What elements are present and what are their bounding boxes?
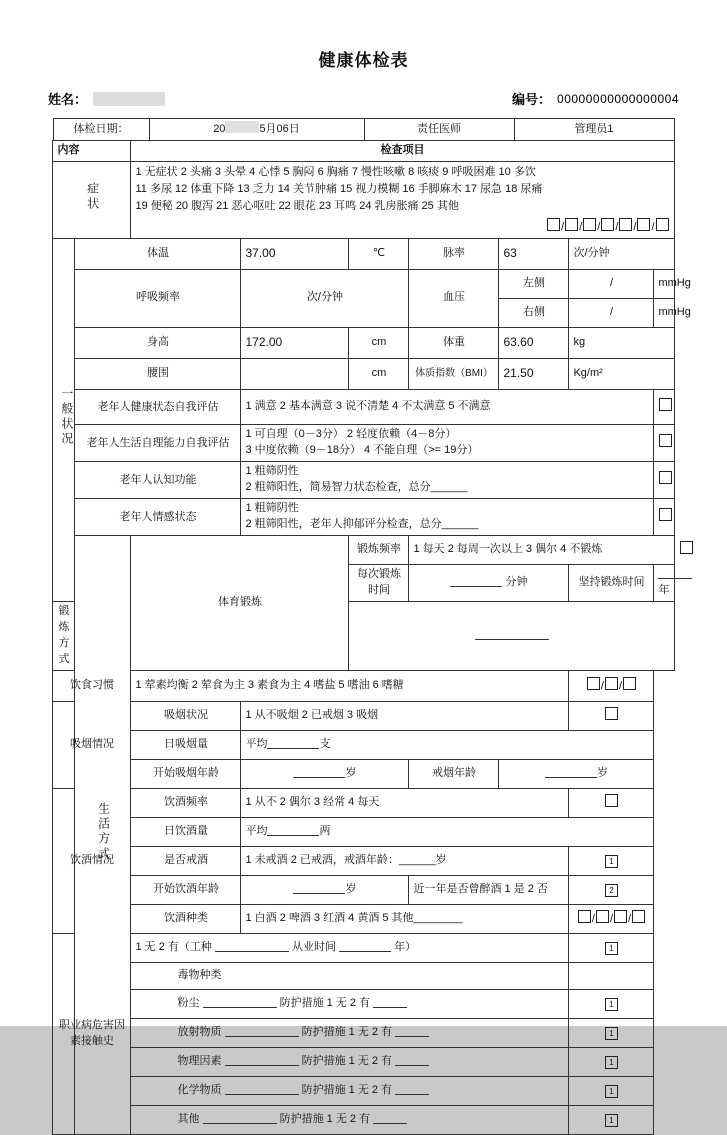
blood-pressure-label: 血压 [409, 269, 499, 327]
drinking-freq-checkbox-cell[interactable] [569, 788, 654, 817]
smoking-daily-row [53, 730, 674, 759]
name-value-redacted [93, 92, 165, 106]
smoking-daily-prefix: 平均 [245, 737, 268, 750]
occupational-main-row [53, 933, 674, 962]
drinking-kind-checkbox[interactable] [578, 910, 591, 923]
drinking-freq-row [53, 788, 674, 817]
poison-protection-input[interactable] [395, 1054, 429, 1066]
occupational-line1-a: 1 无 2 有（工种 [135, 940, 212, 953]
occupational-label [53, 933, 131, 1134]
symptom-checkbox[interactable] [565, 218, 578, 231]
poison-kind-label [131, 962, 569, 989]
smoking-daily-input[interactable] [267, 737, 319, 749]
exercise-duration-label: 每次锻炼时间 [349, 564, 409, 601]
drinking-quit-row [53, 846, 674, 875]
emotion-row [53, 498, 674, 535]
drinking-start-row [53, 875, 674, 904]
cognition-options [241, 461, 654, 498]
pulse-unit: 次/分钟 [569, 238, 674, 269]
exam-date-suffix: 5月06日 [259, 123, 300, 135]
poison-row-radiation [53, 1018, 674, 1047]
bmi-unit: Kg/m² [569, 358, 674, 389]
general-status-label [53, 238, 75, 601]
section-header-row [53, 140, 674, 161]
symptom-checkbox[interactable] [656, 218, 669, 231]
breath-rate-unit: 次/分钟 [241, 269, 409, 327]
exercise-persist-input[interactable] [658, 567, 692, 579]
top-info-table [53, 118, 675, 141]
drinking-quit-label: 是否戒酒 [131, 846, 241, 875]
emotion-label [75, 498, 241, 535]
exercise-persist-unit: 年 [658, 583, 670, 596]
weight-value[interactable]: 63.60 [499, 327, 569, 358]
bmi-value[interactable]: 21.50 [499, 358, 569, 389]
drinking-kind-row [53, 904, 674, 933]
weight-unit: kg [569, 327, 674, 358]
exercise-duration-unit: 分钟 [505, 575, 528, 588]
symptoms-line-3: 19 便秘 20 腹泻 21 恶心呕吐 22 眼花 23 耳鸣 24 乳房胀痛 25 其他 [135, 199, 459, 212]
weight-label: 体重 [409, 327, 499, 358]
drinking-kind-checkbox[interactable] [614, 910, 627, 923]
exercise-way-label: 锻炼方式 [53, 601, 75, 670]
diet-checkbox-group[interactable]: / / [569, 670, 654, 701]
diet-checkbox[interactable] [587, 677, 600, 690]
symptom-checkbox[interactable] [547, 218, 560, 231]
exercise-duration-value[interactable] [409, 564, 569, 601]
self-assess-options: 1 满意 2 基本满意 3 说不清楚 4 不太满意 5 不满意 [241, 389, 654, 424]
symptoms-label-text: 症状 [85, 182, 100, 213]
self-care-label [75, 424, 241, 461]
poison-name-input[interactable] [203, 1112, 277, 1124]
emotion-line-2: 2 粗筛阳性，老年人抑郁评分检查，总分______ [245, 517, 479, 530]
cognition-row [53, 461, 674, 498]
poison-protection-input[interactable] [373, 996, 407, 1008]
smoking-status-row [53, 701, 674, 730]
height-value[interactable]: 172.00 [241, 327, 349, 358]
bp-right-label: 右侧 [499, 298, 569, 327]
poison-row-content [131, 1047, 569, 1076]
poison-name: 其他 [177, 1112, 200, 1125]
drinking-daily-value[interactable] [241, 817, 654, 846]
exercise-freq-label: 锻炼频率 [349, 535, 409, 564]
exam-date-value [149, 119, 364, 141]
exercise-freq-options: 1 每天 2 每周一次以上 3 偶尔 4 不锻炼 [409, 535, 674, 564]
symptoms-line-1: 1 无症状 2 头痛 3 头晕 4 心悸 5 胸闷 6 胸痛 7 慢性咳嗽 8 咳痰 9 呼吸困难 10 多饮 [135, 165, 536, 178]
occupational-value[interactable]: 1 [605, 942, 618, 955]
exercise-freq-row [53, 535, 674, 564]
smoking-status-options: 1 从不吸烟 2 已戒烟 3 吸烟 [241, 701, 569, 730]
temperature-value[interactable]: 37.00 [241, 238, 349, 269]
occupational-years-input[interactable] [339, 940, 391, 952]
poison-name-input[interactable] [225, 1054, 299, 1066]
symptom-checkbox[interactable] [637, 218, 650, 231]
poison-protection-input[interactable] [395, 1025, 429, 1037]
drinking-freq-options: 1 从不 2 偶尔 3 经常 4 每天 [241, 788, 569, 817]
poison-name: 化学物质 [177, 1083, 222, 1096]
name-label: 姓名： [48, 92, 88, 107]
symptom-checkbox[interactable] [601, 218, 614, 231]
smoking-daily-label: 日吸烟量 [131, 730, 241, 759]
occupational-line1-c: 年） [394, 940, 417, 953]
drunk-value-cell[interactable] [569, 875, 654, 904]
poison-protection: 防护措施 1 无 2 有 [301, 1083, 393, 1096]
poison-value[interactable]: 1 [605, 1056, 618, 1069]
bp-left-value[interactable]: / [569, 269, 654, 298]
poison-value[interactable]: 1 [605, 998, 618, 1011]
symptoms-row [53, 161, 674, 238]
occupational-label-text: 职业病危害因素接触史 [58, 1019, 125, 1047]
drinking-label: 饮酒情况 [53, 788, 131, 933]
poison-name-input[interactable] [225, 1025, 299, 1037]
smoking-quit-input[interactable] [545, 766, 597, 778]
height-label: 身高 [75, 327, 241, 358]
drinking-start-input[interactable] [293, 882, 345, 894]
page-title: 健康体检表 [318, 51, 409, 70]
exercise-way-value[interactable] [349, 601, 674, 670]
temperature-unit: ℃ [349, 238, 409, 269]
self-care-line-1: 1 可自理（0－3分） 2 轻度依赖（4－8分） [245, 428, 457, 441]
cognition-label [75, 461, 241, 498]
poison-value-cell[interactable] [569, 1047, 654, 1076]
form-header [48, 89, 679, 108]
waist-bmi-row [53, 358, 674, 389]
poison-protection: 防护措施 1 无 2 有 [279, 1112, 371, 1125]
bp-left-label: 左侧 [499, 269, 569, 298]
drinking-freq-checkbox[interactable] [605, 794, 618, 807]
poison-value[interactable]: 1 [605, 1027, 618, 1040]
bmi-label: 体质指数（BMI） [409, 358, 499, 389]
content-header: 内容 [53, 140, 131, 161]
drinking-freq-label: 饮酒频率 [131, 788, 241, 817]
doctor-label: 责任医师 [364, 119, 514, 141]
poison-protection: 防护措施 1 无 2 有 [301, 1054, 393, 1067]
waist-value[interactable] [241, 358, 349, 389]
diet-row [53, 670, 674, 701]
poison-name: 粉尘 [177, 996, 200, 1009]
poison-value-cell[interactable] [569, 989, 654, 1018]
emotion-label-text: 老年人情感状态 [119, 510, 197, 523]
temperature-pulse-row [53, 238, 674, 269]
id-value: 00000000000000004 [557, 91, 679, 106]
drinking-start-value[interactable] [241, 875, 409, 904]
poison-kind-row [53, 962, 674, 989]
pulse-value[interactable]: 63 [499, 238, 569, 269]
self-care-label-text: 老年人生活自理能力自我评估 [86, 436, 230, 449]
emotion-checkbox[interactable] [659, 508, 672, 521]
doctor-value: 管理员1 [514, 119, 674, 141]
bp-left-unit: mmHg [654, 269, 674, 298]
drinking-daily-unit: 两 [319, 824, 331, 837]
temperature-label: 体温 [75, 238, 241, 269]
cognition-checkbox[interactable] [659, 471, 672, 484]
smoking-label: 吸烟情况 [53, 701, 131, 788]
occupational-value-cell[interactable] [569, 933, 654, 962]
drinking-daily-row [53, 817, 674, 846]
symptom-checkbox[interactable] [583, 218, 596, 231]
diet-label: 饮食习惯 [53, 670, 131, 701]
poison-protection-input[interactable] [373, 1112, 407, 1124]
occupational-line-1 [131, 933, 569, 962]
symptoms-options [131, 161, 674, 238]
id-label: 编号： [512, 92, 552, 107]
bp-right-value[interactable]: / [569, 298, 654, 327]
poison-row-content [131, 1076, 569, 1105]
poison-protection: 防护措施 1 无 2 有 [301, 1025, 393, 1038]
emotion-line-1: 1 粗筛阴性 [245, 502, 299, 515]
smoking-start-label: 开始吸烟年龄 [131, 759, 241, 788]
exercise-persist-label: 坚持锻炼时间 [569, 564, 654, 601]
exam-date-redacted [225, 121, 259, 133]
poison-row-dust [53, 989, 674, 1018]
smoking-daily-unit: 支 [319, 737, 331, 750]
exercise-duration-input[interactable] [450, 575, 502, 587]
self-care-row [53, 424, 674, 461]
smoking-status-checkbox[interactable] [605, 707, 618, 720]
cognition-line-1: 1 粗筛阴性 [245, 465, 299, 478]
smoking-start-unit: 岁 [345, 766, 357, 779]
poison-value[interactable]: 1 [605, 1114, 618, 1127]
self-care-line-2: 3 中度依赖（9－18分） 4 不能自理（>= 19分） [245, 443, 479, 456]
poison-protection: 防护措施 1 无 2 有 [279, 996, 371, 1009]
poison-row-physical [53, 1047, 674, 1076]
drinking-start-label: 开始饮酒年龄 [131, 875, 241, 904]
waist-unit: cm [349, 358, 409, 389]
bp-right-unit: mmHg [654, 298, 674, 327]
exam-date-label: 体检日期： [53, 119, 149, 141]
symptoms-label [53, 161, 131, 238]
poison-name: 放射物质 [177, 1025, 222, 1038]
self-assess-label [75, 389, 241, 424]
emotion-options [241, 498, 654, 535]
drinking-daily-input[interactable] [267, 824, 319, 836]
exercise-freq-checkbox[interactable] [680, 541, 693, 554]
cognition-label-text: 老年人认知功能 [119, 473, 197, 486]
poison-row-content [131, 989, 569, 1018]
symptom-checkbox[interactable] [619, 218, 632, 231]
drinking-kind-checkbox-group[interactable]: / / / [569, 904, 654, 933]
poison-name-input[interactable] [225, 1083, 299, 1095]
drunk-question: 近一年是否曾醉酒 1 是 2 否 [409, 875, 569, 904]
height-unit: cm [349, 327, 409, 358]
smoking-age-row [53, 759, 674, 788]
smoking-quit-unit: 岁 [596, 766, 608, 779]
self-care-options [241, 424, 654, 461]
pulse-label: 脉率 [409, 238, 499, 269]
breath-bp-left-row [53, 269, 674, 298]
cognition-checkbox-cell[interactable] [654, 461, 674, 498]
cognition-line-2: 2 粗筛阳性，简易智力状态检查，总分______ [245, 480, 468, 493]
waist-label: 腰围 [75, 358, 241, 389]
poison-row-content [131, 1018, 569, 1047]
diet-checkbox[interactable] [623, 677, 636, 690]
table-row [53, 119, 674, 141]
smoking-start-input[interactable] [293, 766, 345, 778]
poison-row-other [53, 1105, 674, 1134]
drinking-start-unit: 岁 [345, 882, 357, 895]
poison-value-cell[interactable] [569, 1105, 654, 1134]
main-form-table [52, 140, 691, 1135]
self-care-checkbox[interactable] [659, 434, 672, 447]
smoking-quit-label: 戒烟年龄 [409, 759, 499, 788]
exercise-persist-value[interactable] [654, 564, 674, 601]
self-assess-checkbox[interactable] [659, 398, 672, 411]
occupational-job-input[interactable] [215, 940, 289, 952]
symptoms-line-2: 11 多尿 12 体重下降 13 乏力 14 关节肿痛 15 视力模糊 16 手脚麻木 17 尿急 18 尿痛 [135, 182, 543, 195]
smoking-start-value[interactable] [241, 759, 409, 788]
poison-kind-label-text: 毒物种类 [177, 968, 222, 981]
smoking-daily-value[interactable] [241, 730, 654, 759]
drinking-kind-checkbox[interactable] [596, 910, 609, 923]
self-assess-label-text: 老年人健康状态自我评估 [97, 400, 219, 413]
breath-rate-label: 呼吸频率 [75, 269, 241, 327]
poison-name: 物理因素 [177, 1054, 222, 1067]
diet-checkbox[interactable] [605, 677, 618, 690]
drinking-kind-options: 1 白酒 2 啤酒 3 红酒 4 黄酒 5 其他________ [241, 904, 569, 933]
smoking-status-label: 吸烟状况 [131, 701, 241, 730]
diet-options: 1 荤素均衡 2 荤食为主 3 素食为主 4 嗜盐 5 嗜油 6 嗜糖 [131, 670, 569, 701]
height-weight-row [53, 327, 674, 358]
poison-row-content [131, 1105, 569, 1134]
smoking-quit-value[interactable] [499, 759, 654, 788]
lifestyle-label-text: 生活方式 [96, 802, 111, 863]
drunk-value[interactable]: 2 [605, 884, 618, 897]
drinking-kind-checkbox[interactable] [632, 910, 645, 923]
poison-value-cell[interactable] [569, 1076, 654, 1105]
general-status-label-text: 一般状况 [59, 387, 74, 448]
smoking-status-checkbox-cell[interactable] [569, 701, 654, 730]
drinking-daily-label: 日饮酒量 [131, 817, 241, 846]
drinking-quit-options: 1 未戒酒 2 已戒酒，戒酒年龄：______岁 [241, 846, 569, 875]
poison-row-chemical [53, 1076, 674, 1105]
occupational-line1-b: 从业时间 [292, 940, 336, 953]
drinking-quit-value[interactable]: 1 [605, 855, 618, 868]
items-header: 检查项目 [131, 140, 674, 161]
exercise-label: 体育锻炼 [131, 535, 349, 670]
poison-kind-spacer [569, 962, 654, 989]
exercise-way-input[interactable] [475, 628, 549, 640]
exam-date-prefix: 20 [213, 123, 226, 135]
poison-value-cell[interactable] [569, 1018, 654, 1047]
poison-value[interactable]: 1 [605, 1085, 618, 1098]
drinking-quit-value-cell[interactable] [569, 846, 654, 875]
poison-protection-input[interactable] [395, 1083, 429, 1095]
drinking-kind-label: 饮酒种类 [131, 904, 241, 933]
drinking-daily-prefix: 平均 [245, 824, 268, 837]
self-assess-row [53, 389, 674, 424]
self-assess-checkbox-cell[interactable] [654, 389, 674, 424]
self-care-checkbox-cell[interactable] [654, 424, 674, 461]
poison-name-input[interactable] [203, 996, 277, 1008]
symptoms-checkbox-group[interactable]: / / / / / / [135, 218, 669, 236]
emotion-checkbox-cell[interactable] [654, 498, 674, 535]
